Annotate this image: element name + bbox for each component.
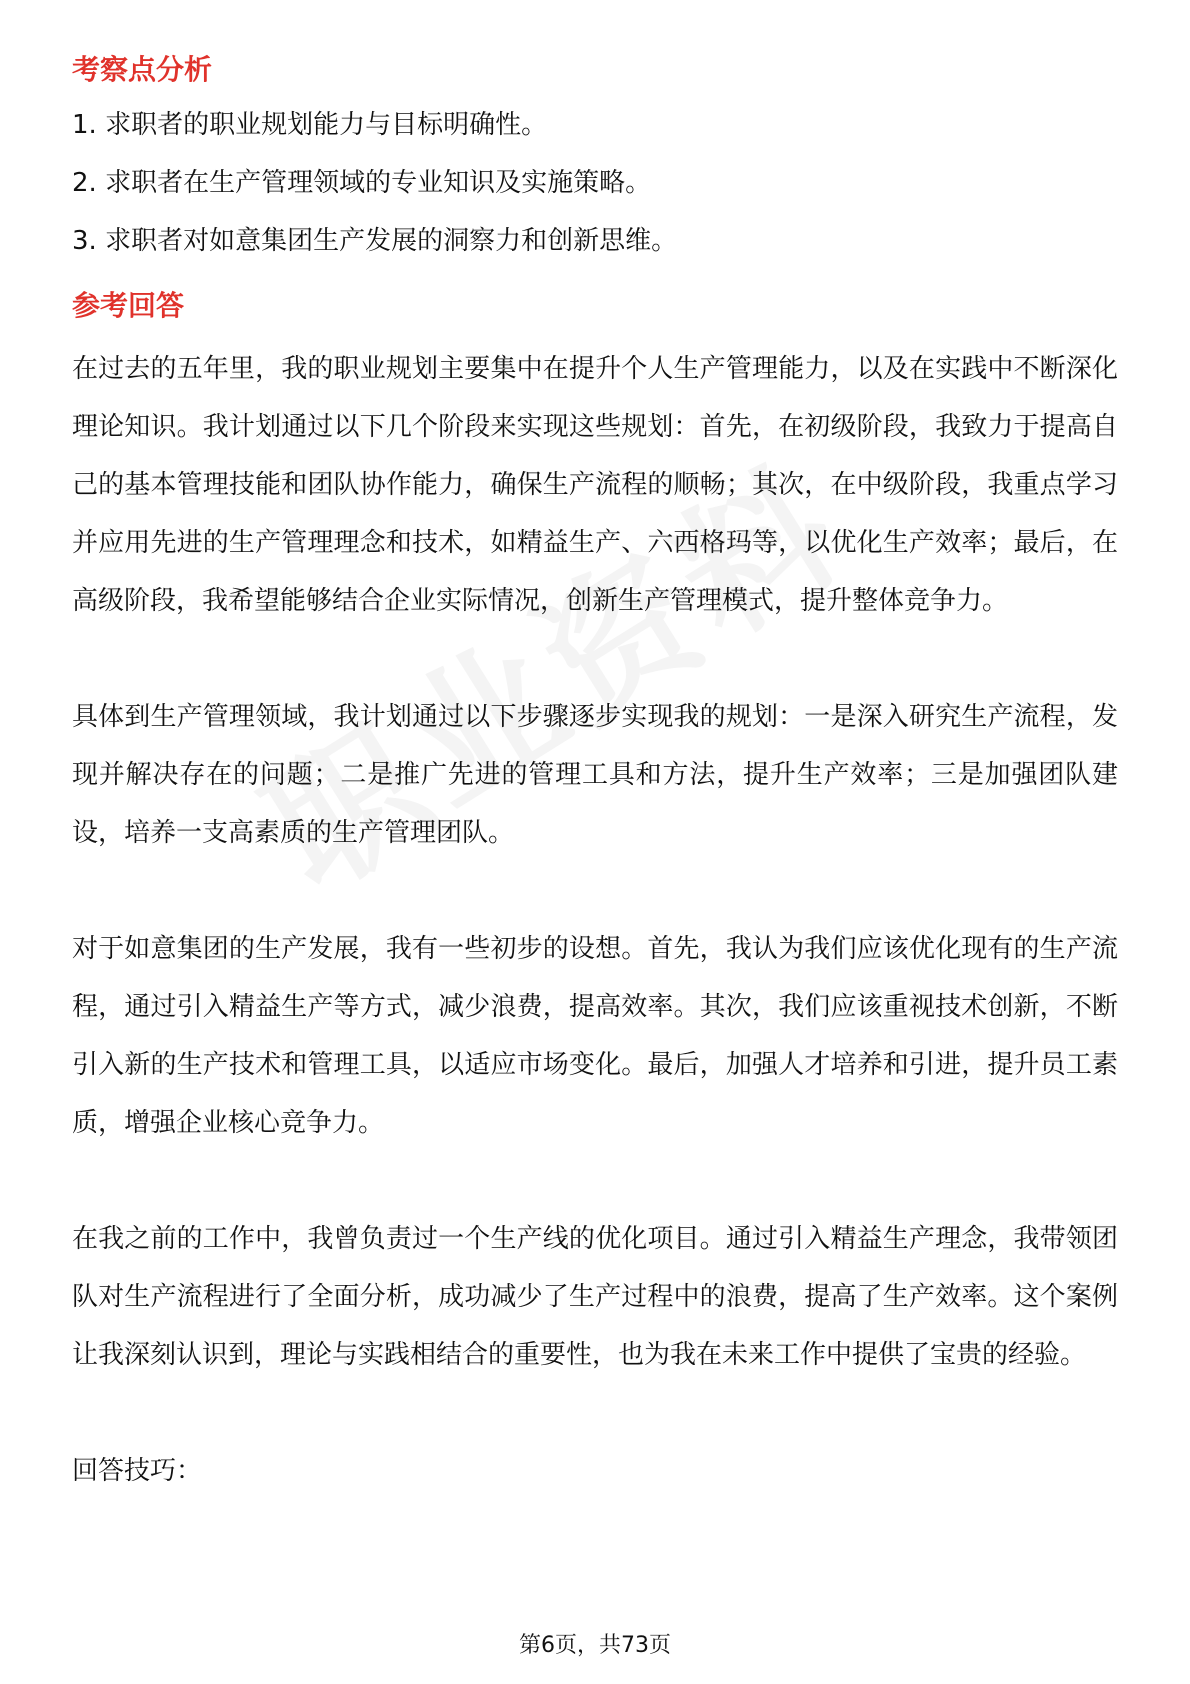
analysis-point: 1. 求职者的职业规划能力与目标明确性。 bbox=[72, 110, 548, 140]
answer-paragraph: 在过去的五年里，我的职业规划主要集中在提升个人生产管理能力，以及在实践中不断深化理论知识。我计划通过以下几个阶段来实现这些规划：首先，在初级阶段，我致力于提高自己的基本管理技能和团队协作能力，确保生产流程的顺畅；其次，在中级阶段，我重点学习并应用先进的生产管理理念和技术，如精益生产、六西格玛等，以优化生产效率；最后，在高级阶段，我希望能够结合企业实际情况，创新生产管理模式，提升整体竞争力。 bbox=[72, 354, 1118, 616]
answer-paragraph: 具体到生产管理领域，我计划通过以下步骤逐步实现我的规划：一是深入研究生产流程，发现并解决存在的问题；二是推广先进的管理工具和方法，提升生产效率；三是加强团队建设，培养一支高素质的生产管理团队。 bbox=[72, 702, 1118, 848]
document-page bbox=[72, 50, 1118, 1500]
analysis-point: 2. 求职者在生产管理领域的专业知识及实施策略。 bbox=[72, 168, 652, 198]
paragraph-spacer bbox=[72, 630, 1118, 688]
answer-heading: 参考回答 bbox=[72, 289, 185, 322]
paragraph-spacer bbox=[72, 862, 1118, 920]
answer-paragraph: 对于如意集团的生产发展，我有一些初步的设想。首先，我认为我们应该优化现有的生产流程，通过引入精益生产等方式，减少浪费，提高效率。其次，我们应该重视技术创新，不断引入新的生产技术和管理工具，以适应市场变化。最后，加强人才培养和引进，提升员工素质，增强企业核心竞争力。 bbox=[72, 934, 1118, 1138]
answer-tips-label: 回答技巧： bbox=[72, 1456, 203, 1486]
answer-paragraph: 在我之前的工作中，我曾负责过一个生产线的优化项目。通过引入精益生产理念，我带领团队对生产流程进行了全面分析，成功减少了生产过程中的浪费，提高了生产效率。这个案例让我深刻认识到，理论与实践相结合的重要性，也为我在未来工作中提供了宝贵的经验。 bbox=[72, 1224, 1118, 1370]
paragraph-spacer bbox=[72, 1152, 1118, 1210]
analysis-heading: 考察点分析 bbox=[72, 53, 213, 86]
paragraph-spacer bbox=[72, 1384, 1118, 1442]
page-number: 第6页，共73页 bbox=[519, 1633, 671, 1658]
analysis-point: 3. 求职者对如意集团生产发展的洞察力和创新思维。 bbox=[72, 226, 678, 256]
